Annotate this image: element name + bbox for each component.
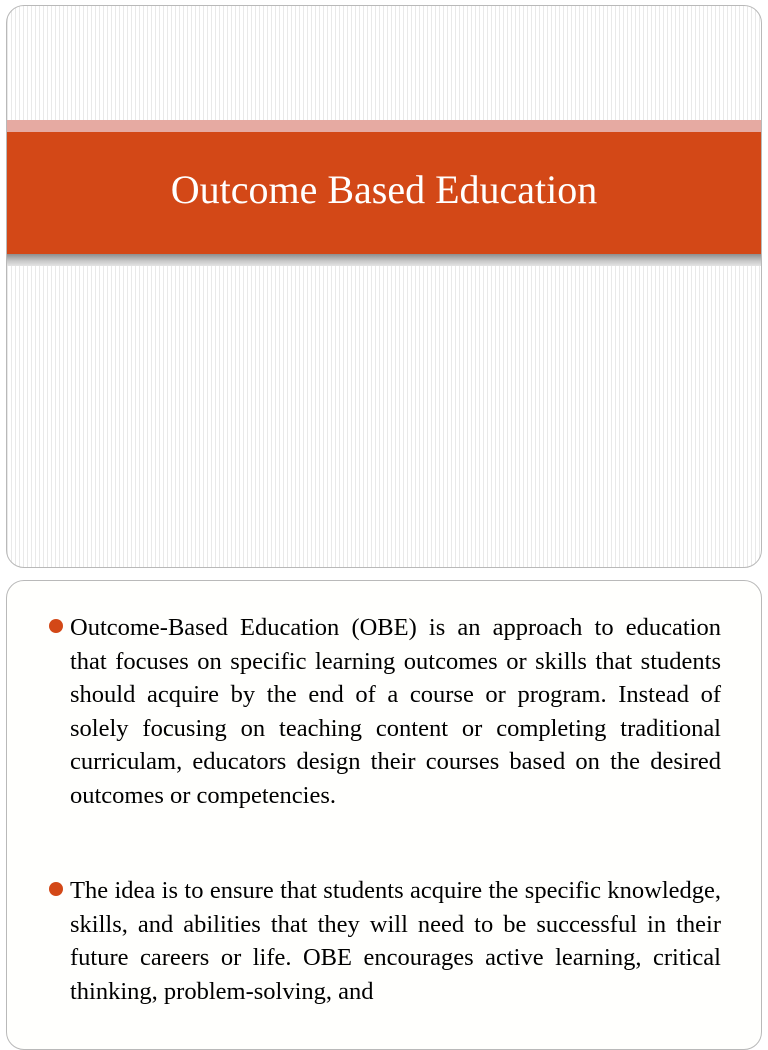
bullet-text: Outcome-Based Education (OBE) is an approach to education that focuses on specific learning outcomes or skills that students should acquire by the end of a course or program. Instead of solely focusing on teaching content or completing traditional curriculam, educators design their courses based on the desired outcomes or competencies. bbox=[70, 614, 721, 809]
bullet-item bbox=[49, 611, 721, 812]
slide-title: Outcome Based Education bbox=[170, 166, 598, 212]
content-slide bbox=[6, 580, 762, 1050]
title-slide bbox=[6, 5, 762, 568]
bullet-dot-icon bbox=[49, 882, 63, 896]
title-band bbox=[7, 132, 761, 254]
bullet-text: The idea is to ensure that students acquire the specific knowledge, skills, and abilities that they will need to be successful in their future careers or life. OBE encourages active learning, critical thinking, problem-solving, and bbox=[70, 877, 721, 1005]
bullet-dot-icon bbox=[49, 619, 63, 633]
bullet-list bbox=[49, 611, 721, 1050]
title-top-strip bbox=[7, 120, 761, 132]
title-bottom-strip bbox=[7, 254, 761, 266]
bullet-item bbox=[49, 874, 721, 1008]
